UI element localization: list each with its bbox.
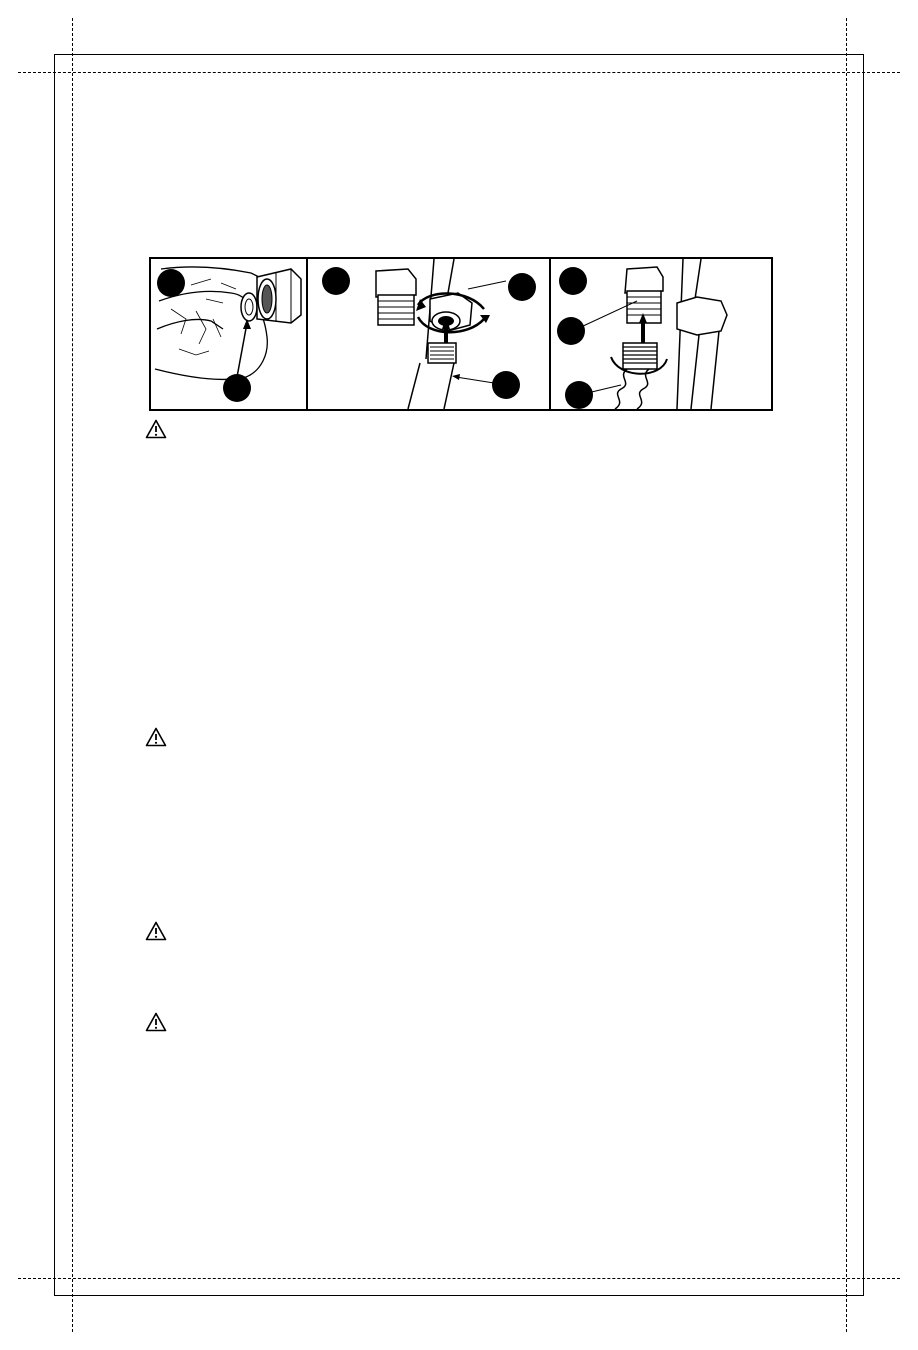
page-border	[54, 54, 864, 1296]
callout-badge-1b	[223, 374, 251, 402]
callout-badge-2b	[508, 273, 536, 301]
panel-1	[151, 259, 306, 409]
panel-2	[306, 259, 549, 409]
warning-triangle-icon	[145, 419, 167, 439]
installation-figure	[149, 257, 773, 411]
panel-3	[549, 259, 771, 409]
warning-triangle-icon	[145, 921, 167, 941]
warning-triangle-icon	[145, 727, 167, 747]
callout-badge-1a	[157, 269, 185, 297]
callout-badge-2c	[492, 371, 520, 399]
callout-badge-3b	[557, 317, 585, 345]
callout-badge-3a	[559, 267, 587, 295]
callout-badge-2a	[322, 267, 350, 295]
warning-triangle-icon	[145, 1012, 167, 1032]
callout-badge-3c	[565, 381, 593, 409]
